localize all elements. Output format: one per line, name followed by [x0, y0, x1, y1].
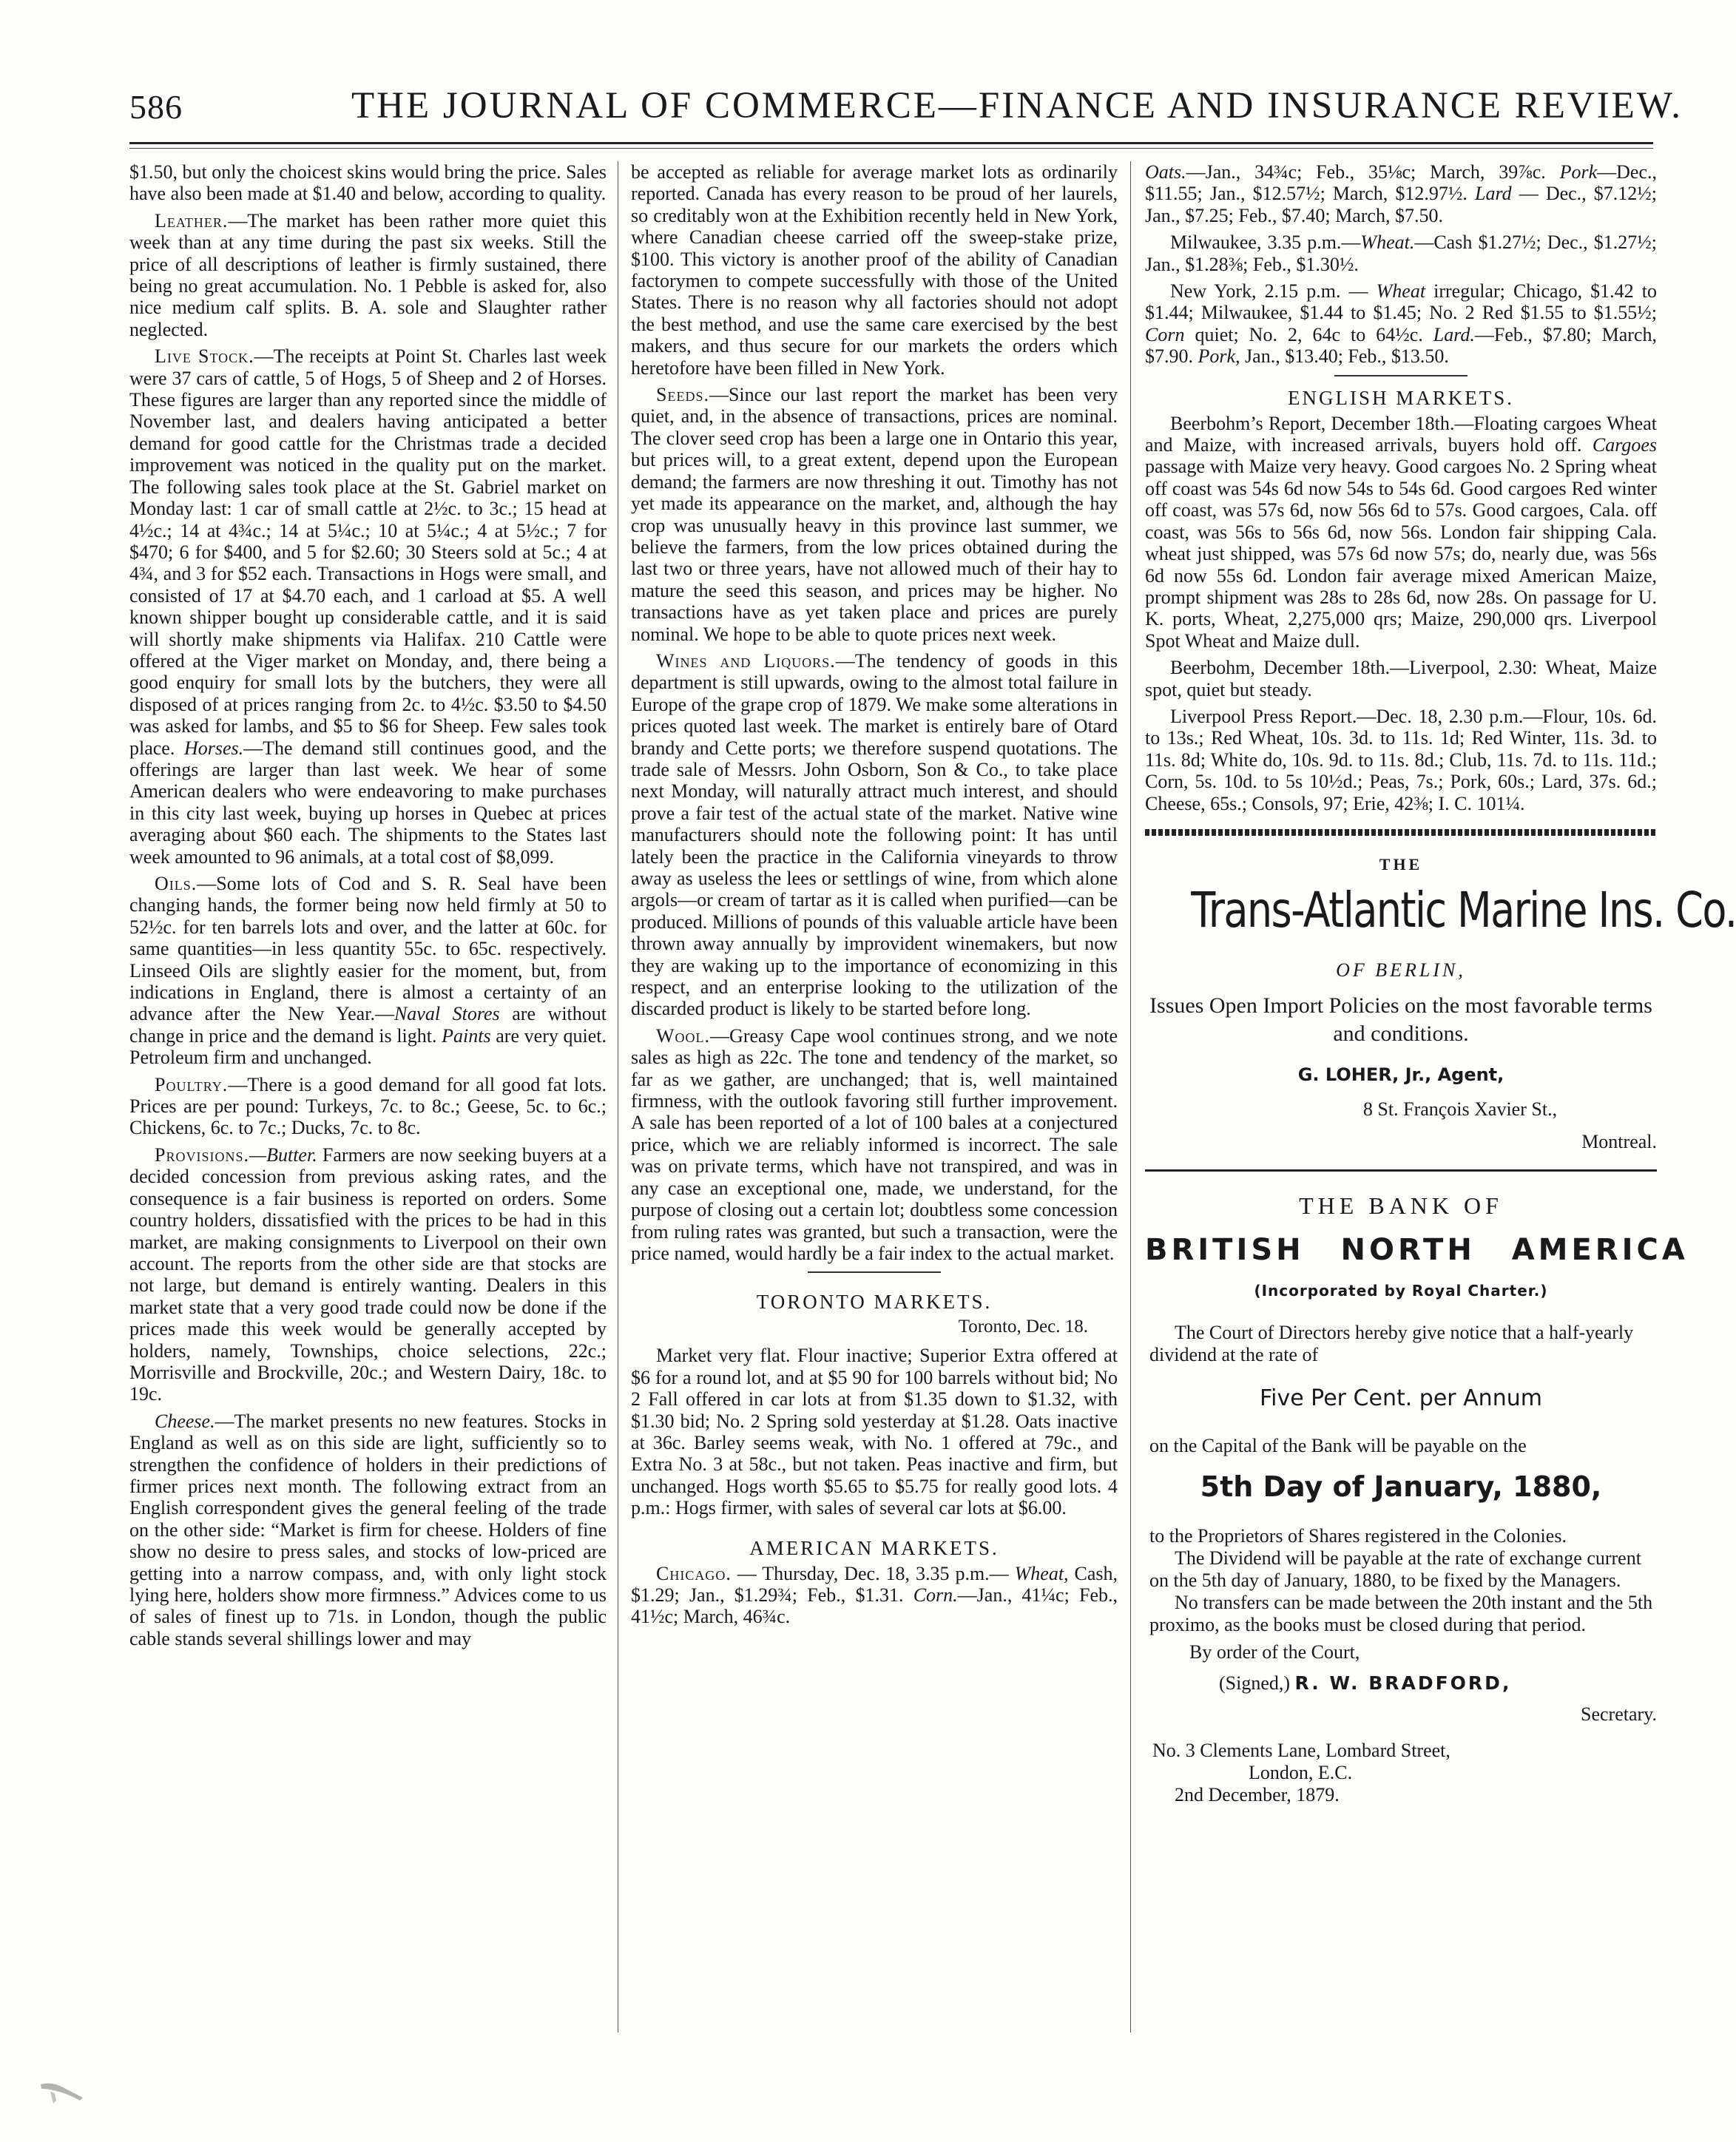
- section-lead: Poultry.: [155, 1073, 229, 1095]
- advertisement-bank-british-north-america: [1145, 1192, 1689, 1806]
- page-number: 586: [129, 88, 183, 126]
- ad-bank-transfers: No transfers can be made between the 20th instant and the 5th proximo, as the books must be closed during that period.: [1149, 1591, 1653, 1635]
- paragraph-new-york: New York, 2.15 p.m. — Wheat irregular; Chicago, $1.42 to $1.44; Milwaukee, $1.44 to $1.45; No. 2 Red $1.55 to $1.55½; Corn quiet; No. 2, 64c to 64½c. Lard.—Feb., $7.80; March, $7.90. Pork, Jan., $13.40; Feb., $13.50.: [1145, 280, 1658, 368]
- column-divider: [1130, 161, 1131, 2033]
- dateline: Toronto, Dec. 18.: [958, 1317, 1088, 1337]
- ad-bank-the: THE BANK OF: [1299, 1192, 1503, 1219]
- ad-bank-charter: (Incorporated by Royal Charter.): [1254, 1281, 1548, 1300]
- paragraph-continued: be accepted as reliable for average market lots as ordinarily reported. Canada has every reason to be proud of her laurels, so creditably won at the Exhibition recently held in New York, where Canadian cheese carried off the sweep-stake prize, $100. This victory is another proof of the ability of Canadian factorymen to compete successfully with those of the United States. There is no reason why all factories should not adopt the best method, and use the same care exercised by the best makers, and thus secure for our markets the orders which heretofore have been filled in New York.: [631, 161, 1118, 379]
- paragraph-milwaukee: Milwaukee, 3.35 p.m.—Wheat.—Cash $1.27½; Dec., $1.27½; Jan., $1.28⅜; Feb., $1.30½.: [1145, 232, 1657, 275]
- ad-bank-notice: The Court of Directors hereby give notice that a half-yearly dividend at the rate of: [1149, 1321, 1634, 1365]
- inline-lead: Oats.: [1145, 161, 1186, 183]
- paragraph-chicago-continued: Oats.—Jan., 34¾c; Feb., 35⅛c; March, 39⅞c. Pork—Dec., $11.55; Jan., $12.57½; March, $12.97½. Lard — Dec., $7.12½; Jan., $7.25; Feb., $7.40; March, $7.50.: [1145, 161, 1657, 226]
- header-rule-thin: [129, 148, 1653, 149]
- ad-bank-rate: Five Per Cent. per Annum: [1260, 1385, 1542, 1411]
- section-lead: Live Stock.: [155, 345, 254, 368]
- inline-lead: Wheat.: [1360, 232, 1415, 254]
- paragraph-wines: Wines and Liquors.—The tendency of goods in this department is still upwards, owing to the almost total failure in Europe of the grape crop of 1879. We make some alterations in prices quoted last week. The market is entirely bare of Otard brandy and Cette ports; we therefore suspend quotations. The trade sale of Messrs. John Osborn, Son & Co., to take place next Monday, will naturally attract much interest, and should prove a fair test of the actual state of the market. Native wine manufacturers should note the following point: It has until lately been the practice in the California vineyards to throw away as useless the lees or settlings of wine, from which alone argols—or cream of tartar as it is called when purified—can be produced. Millions of pounds of this valuable article have been thrown away annually by improvident winemakers, but now they are waking up to the importance of economizing in this respect, and an enterprise looking to the utilization of the discarded product is likely to be started before long.: [631, 649, 1118, 1020]
- paragraph-seeds: Seeds.—Since our last report the market has been very quiet, and, in the absence of transactions, prices are nominal. The clover seed crop has been a large one in Ontario this year, but prices will, to a great extent, depend upon the European demand; the farmers are now threshing it out. Timothy has not yet made its appearance on the market, and, although the hay crop was unusually heavy in this province last summer, we believe the farmers, from the low prices obtained during the last two or three years, have not allowed much of their hay to mature the seed this season, and prices may be higher. No transactions have as yet taken place and prices are purely nominal. We hope to be able to quote prices next week.: [631, 384, 1118, 645]
- inline-lead: Pork: [1559, 161, 1598, 183]
- ad-company-name: Trans-Atlantic Marine Ins. Co.: [1191, 881, 1736, 939]
- paragraph-poultry: Poultry.—There is a good demand for all good fat lots. Prices are per pound: Turkeys, 7c. to 8c.; Geese, 5c. to 6c.; Chickens, 6c. to 7c.; Ducks, 7c. to 8c.: [129, 1073, 607, 1139]
- ad-bank-name: BRITISH NORTH AMERICA: [1145, 1232, 1689, 1267]
- section-heading-american: AMERICAN MARKETS.: [749, 1536, 999, 1559]
- inline-lead: Pork,: [1198, 345, 1240, 368]
- paragraph-wool: Wool.—Greasy Cape wool continues strong, and we note sales as high as 22c. The tone and tendency of the market, so far as we gather, are unchanged; that is, well maintained firmness, with the outlook favoring still further improvement. A sale has been reported of a lot of 100 bales at a conjectured price, which we are reliably informed is incorrect. The sale was on private terms, which have not transpired, and was in any case an exceptional one, made, we understand, for the purpose of closing out a certain lot; doubtless some concession from ruling rates was granted, but such a transaction, were the price named, would hardly be a fair index to the actual market.: [631, 1024, 1118, 1264]
- ad-bank-proprietors: to the Proprietors of Shares registered in the Colonies.: [1149, 1524, 1567, 1547]
- inline-lead: —Butter.: [249, 1143, 317, 1166]
- inline-lead: Naval Stores: [394, 1003, 500, 1025]
- inline-lead: Cheese.: [155, 1410, 215, 1432]
- ad-bank-signature: (Signed,) R. W. BRADFORD,: [1219, 1672, 1512, 1694]
- advertisement-rule: [1145, 1169, 1657, 1172]
- inline-lead: Paints: [442, 1024, 491, 1047]
- paragraph-liverpool: Liverpool Press Report.—Dec. 18, 2.30 p.m.—Flour, 10s. 6d. to 13s.; Red Wheat, 10s. 3d. to 11s. 1d; Red Winter, 11s. 3d. to 11s. 8d; White do, 10s. 9d. to 11s. 8d.; Club, 11s. 7d. to 11s. 11d.; Corn, 5s. 10d. to 5s 10½d.; Peas, 7s.; Pork, 60s.; Lard, 37s. 6d.; Cheese, 65s.; Consols, 97; Erie, 42⅜; I. C. 101¼.: [1145, 705, 1657, 814]
- paragraph-leather: Leather.—The market has been rather more quiet this week than at any time during the past six weeks. Still the price of all descriptions of leather is firmly sustained, there being no great accumulation. No. 1 Pebble is asked for, also nice medium calf splits. B. A. sole and Slaughter rather neglected.: [129, 209, 607, 340]
- column-right: [1145, 161, 1736, 2044]
- ad-body: Issues Open Import Policies on the most favorable terms and conditions.: [1149, 993, 1652, 1046]
- advertisement-trans-atlantic: [1145, 854, 1736, 1153]
- section-lead: Wool.: [656, 1024, 711, 1047]
- inline-lead: Corn: [1145, 323, 1185, 345]
- ad-the: THE: [1379, 854, 1423, 874]
- advertisement-rule: [1145, 829, 1657, 836]
- paragraph-live-stock: Live Stock.—The receipts at Point St. Charles last week were 37 cars of cattle, 5 of Hogs, 5 of Sheep and 2 of Horses. These figures are larger than any reported since the middle of November last, and dealers having anticipated a better demand for good cattle for the Christmas trade a decided improvement was noticed in the quality put on the market. The following sales took place at the St. Gabriel market on Monday last: 1 car of small cattle at 2½c. to 3c.; 15 head at 4½c.; 14 at 4¾c.; 14 at 5¼c.; 10 at 5¼c.; 4 at 5½c.; 7 for $470; 6 for $400, and 5 for $2.60; 30 Steers sold at 5c.; 4 at 4¾, and 3 for $52 each. Transactions in Hogs were small, and consisted of 17 at $4.70 each, and 1 carload at $5. A well known shipper bought up considerable cattle, and it is said will shortly make shipments via Halifax. 210 Cattle were offered at the Viger market on Monday, and, there being a good enquiry for small lots by the butchers, they were all disposed of at prices ranging from 2c. to 4½c. $3.50 to $4.50 was asked for lambs, and $5 to $6 for Sheep. Few sales took place. Horses.—The demand still continues good, and the offerings are larger than last week. We hear of some American dealers who were endeavoring to make purchases in this city last week, buying up horses in Quebec at prices averaging about $60 each. The shipments to the States last week amounted to 96 animals, at a total cost of $8,099.: [129, 345, 607, 868]
- section-lead: Leather.: [155, 209, 229, 232]
- ad-bank-address: No. 3 Clements Lane, Lombard Street, London, E.C. 2nd December, 1879.: [1152, 1739, 1450, 1805]
- section-lead: Provisions.: [155, 1143, 249, 1166]
- column-left: [129, 161, 607, 2044]
- ad-of-berlin: OF BERLIN,: [1336, 959, 1466, 981]
- paragraph-cheese: Cheese.—The market presents no new features. Stocks in England as well as on this side are light, sufficiently so to strengthen the confidence of holders in their predictions of firmer prices next month. The following extract from an English correspondent gives the general feeling of the trade on the other side: “Market is firm for cheese. Holders of fine show no desire to press sales, and stocks of low-priced are getting into a narrow compass, and, with only light stock lying here, holders show more firmness.” Advices come to us of sales of finest up to 71s. in London, though the public cable stands several shillings lower and may: [129, 1410, 607, 1649]
- print-smudge: [37, 2078, 89, 2108]
- paragraph-continued: $1.50, but only the choicest skins would bring the price. Sales have also been made at $1.40 and below, according to quality.: [129, 161, 607, 205]
- paragraph-provisions: Provisions.—Butter. Farmers are now seeking buyers at a decided concession from previous asking rates, and the consequence is a fair business is reported on orders. Some country holders, dissatisfied with the prices to be had in this market, are making consignments to Liverpool on their own account. The reports from the other side are that stocks are not large, but demand is entirely wanting. Dealers in this market state that a very good trade could now be done if the prices made this week would be generally accepted by holders, namely, Townships, choice selections, 22c.; Morrisville and Brockville, 20c.; and Western Dairy, 18c. to 19c.: [129, 1143, 607, 1405]
- paragraph-oils: Oils.—Some lots of Cod and S. R. Seal have been changing hands, the former being now held firmly at 50 to 52½c. for ten barrels lots and over, and the latter at 60c. for same quantities—in less quantity 55c. to 65c. respectively. Linseed Oils are slightly easier for the moment, but, from indications in England, there is almost a certainty of an advance after the New Year.—Naval Stores are without change in price and the demand is light. Paints are very quiet. Petroleum firm and unchanged.: [129, 873, 607, 1069]
- section-lead: Oils.: [155, 873, 197, 894]
- ad-bank-order: By order of the Court,: [1189, 1641, 1360, 1663]
- ad-bank-payable: on the Capital of the Bank will be payable on the: [1149, 1434, 1527, 1456]
- paragraph-toronto: Market very flat. Flour inactive; Superior Extra offered at $6 for a round lot, and at $5 90 for 100 barrels without bid; No 2 Fall offered in car lots at from $1.35 down to $1.32, with $1.30 bid; No. 2 Spring sold yesterday at $1.28. Oats inactive at 36c. Barley seems weak, with No. 1 offered at 79c., and Extra No. 3 at 58c., but not taken. Peas inactive and firm, but unchanged. Hogs worth $5.65 to $5.75 for really good lots. 4 p.m.: Hogs firmer, with sales of several car lots at $6.00.: [631, 1345, 1118, 1519]
- ad-agent: G. LOHER, Jr., Agent,: [1297, 1064, 1504, 1085]
- inline-lead: Horses.: [183, 737, 244, 759]
- section-lead: Seeds.: [656, 384, 709, 406]
- ad-bank-exchange: The Dividend will be payable at the rate of exchange current on the 5th day of January, 1880, to be fixed by the Managers.: [1149, 1547, 1641, 1591]
- column-middle: [631, 161, 1118, 2044]
- ad-bank-date: 5th Day of January, 1880,: [1200, 1470, 1602, 1503]
- section-rule: [1334, 375, 1468, 376]
- inline-lead: Lard.: [1433, 323, 1475, 345]
- inline-lead: Cargoes: [1592, 434, 1658, 456]
- running-title: THE JOURNAL OF COMMERCE—FINANCE AND INSURANCE REVIEW.: [351, 85, 1683, 126]
- section-lead: Wines and Liquors.: [656, 649, 836, 672]
- inline-lead: Wheat,: [1014, 1562, 1069, 1584]
- inline-lead: Wheat: [1376, 280, 1426, 303]
- inline-lead: Corn.: [913, 1584, 958, 1606]
- paragraph-chicago: Chicago. — Thursday, Dec. 18, 3.35 p.m.— Wheat, Cash, $1.29; Jan., $1.29¾; Feb., $1.31. Corn.—Jan., 41¼c; Feb., 41½c; March, 46¾c.: [631, 1562, 1118, 1628]
- paragraph-beerbohm-liverpool: Beerbohm, December 18th.—Liverpool, 2.30: Wheat, Maize spot, quiet but steady.: [1145, 657, 1657, 700]
- section-heading-english: ENGLISH MARKETS.: [1287, 386, 1514, 409]
- paragraph-beerbohm: Beerbohm’s Report, December 18th.—Floating cargoes Wheat and Maize, with increased arrivals, buyers hold off. Cargoes passage with Maize very heavy. Good cargoes No. 2 Spring wheat off coast was 54s 6d now 54s to 54s 6d. Good cargoes Red winter off coast, was 57s 6d, now 56s 6d to 57s. Good cargoes, Cala. off coast, was 56s to 56s 6d, now 56s. London fair shipping Cala. wheat just shipped, was 57s 6d now 57s; do, nearly due, was 56s 6d now 55s 6d. London fair average mixed American Maize, prompt shipment was 28s to 28s 6d, now 28s. On passage for U. K. ports, Wheat, 2,275,000 qrs; Maize, 290,000 qrs. Liverpool Spot Wheat and Maize dull.: [1145, 412, 1658, 652]
- header-rule: [129, 142, 1653, 144]
- inline-lead: Lard: [1475, 183, 1512, 205]
- section-rule: [808, 1271, 941, 1273]
- ad-bank-signer: R. W. BRADFORD,: [1294, 1672, 1512, 1694]
- section-lead: Chicago.: [656, 1562, 732, 1584]
- section-heading-toronto: TORONTO MARKETS.: [756, 1291, 993, 1314]
- page-header: [129, 81, 1683, 133]
- ad-bank-secretary: Secretary.: [1581, 1703, 1657, 1725]
- ad-address: 8 St. François Xavier St.,: [1362, 1098, 1558, 1120]
- ad-city: Montreal.: [1581, 1130, 1657, 1152]
